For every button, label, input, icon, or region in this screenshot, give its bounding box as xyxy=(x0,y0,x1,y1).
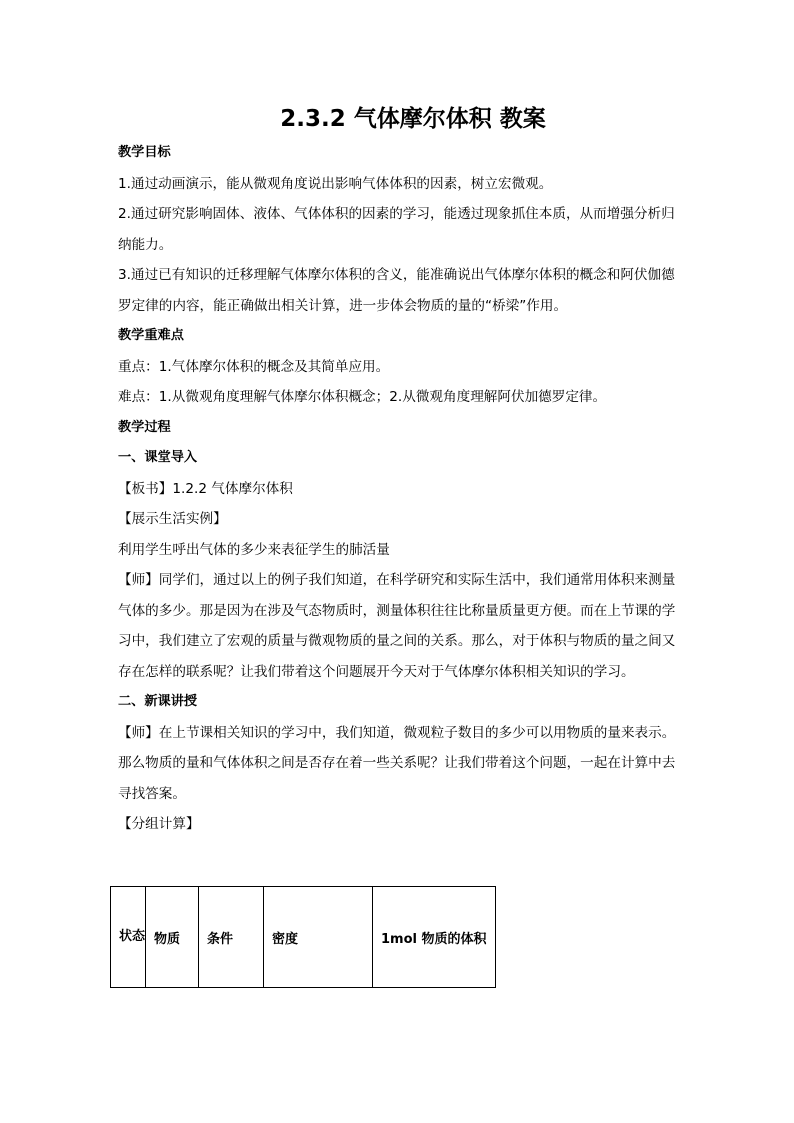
difficulty-text: 难点：1.从微观角度理解气体摩尔体积概念；2.从微观角度理解阿伏加德罗定律。 xyxy=(118,389,607,405)
table-header-row xyxy=(111,887,496,988)
teacher-paragraph-2: 【师】在上节课相关知识的学习中，我们知道，微观粒子数目的多少可以用物质的量来表示。那么物质的量和气体体积之间是否存在着一些关系呢？让我们带着这个问题，一起在计算中去寻找答案。 xyxy=(118,724,676,802)
table-header-cell: 状态 xyxy=(111,887,146,988)
show-examples-label: 【展示生活实例】 xyxy=(118,511,227,527)
part1-heading: 一、课堂导入 xyxy=(118,450,198,465)
keypoints-heading: 教学重难点 xyxy=(118,328,184,343)
objective-item-3: 3.通过已有知识的迁移理解气体摩尔体积的含义，能准确说出气体摩尔体积的概念和阿伏伽德罗定律的内容，能正确做出相关计算，进一步体会物质的量的“桥梁”作用。 xyxy=(118,267,675,314)
table-header-cell: 条件 xyxy=(199,887,264,988)
calc-table-wrapper xyxy=(110,886,496,988)
key-point-text: 重点：1.气体摩尔体积的概念及其简单应用。 xyxy=(118,358,390,375)
process-heading: 教学过程 xyxy=(118,419,171,435)
objective-item-2: 2.通过研究影响固体、液体、气体体积的因素的学习，能透过现象抓住本质，从而增强分析归纳能力。 xyxy=(118,206,675,253)
board-note: 【板书】1.2.2 气体摩尔体积 xyxy=(118,480,293,497)
table-header-cell: 1mol 物质的体积 xyxy=(373,887,496,988)
calc-table xyxy=(110,886,496,988)
document-content xyxy=(118,100,678,840)
objectives-heading: 教学目标 xyxy=(118,145,171,160)
part2-heading: 二、新课讲授 xyxy=(118,694,198,709)
page-title: 2.3.2 气体摩尔体积 教案 xyxy=(280,106,546,132)
objective-item-1: 1.通过动画演示，能从微观角度说出影响气体体积的因素，树立宏微观。 xyxy=(118,175,553,192)
table-header-cell: 物质 xyxy=(146,887,199,988)
example-text: 利用学生呼出气体的多少来表征学生的肺活量 xyxy=(118,541,390,558)
group-calc-label: 【分组计算】 xyxy=(118,816,200,832)
table-header-cell: 密度 xyxy=(264,887,373,988)
teacher-paragraph-1: 【师】同学们，通过以上的例子我们知道，在科学研究和实际生活中，我们通常用体积来测量气体的多少。那是因为在涉及气态物质时，测量体积往往比称量质量更方便。而在上节课的学习中，我们建立了宏观的质量与微观物质的量之间的关系。那么，对于体积与物质的量之间又存在怎样的联系呢？让我们带着这个问题展开今天对于气体摩尔体积相关知识的学习。 xyxy=(118,572,676,680)
